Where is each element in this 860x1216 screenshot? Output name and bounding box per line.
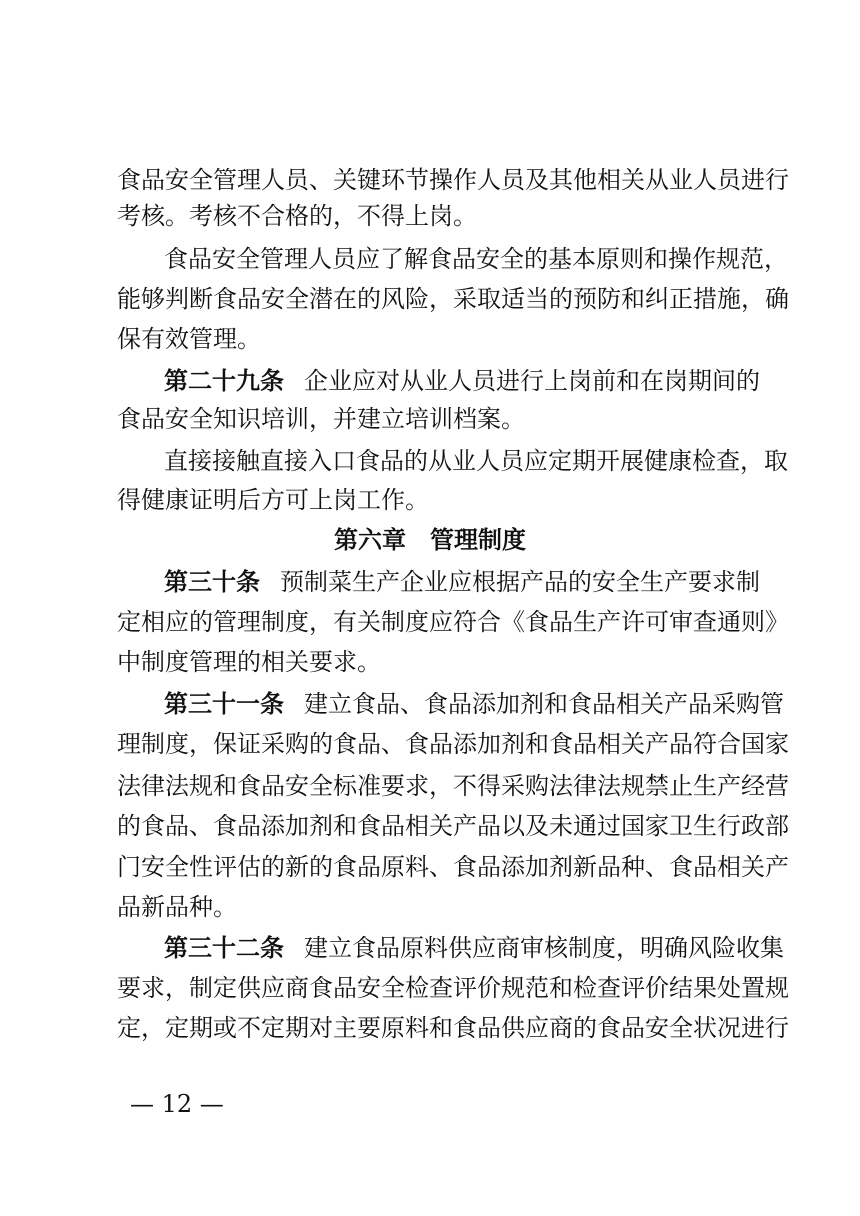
article-31-label: 第三十一条 [164, 690, 284, 718]
article-30-label: 第三十条 [164, 568, 260, 596]
chapter-heading: 第六章 管理制度 [334, 526, 526, 554]
paragraph-line: 品新品种。 [117, 893, 237, 921]
page-number: — 12 — [130, 1090, 224, 1118]
paragraph-line: 得健康证明后方可上岗工作。 [117, 486, 429, 514]
paragraph-line: 的食品、食品添加剂和食品相关产品以及未通过国家卫生行政部 [117, 812, 789, 840]
paragraph-line: 直接接触直接入口食品的从业人员应定期开展健康检查，取 [164, 447, 788, 475]
article-29-text: 企业应对从业人员进行上岗前和在岗期间的 [304, 367, 760, 395]
paragraph-line: 定相应的管理制度，有关制度应符合《食品生产许可审查通则》 [117, 608, 789, 636]
paragraph-line: 理制度，保证采购的食品、食品添加剂和食品相关产品符合国家 [117, 730, 789, 758]
paragraph-line: 门安全性评估的新的食品原料、食品添加剂新品种、食品相关产 [117, 853, 789, 881]
article-30-first-line [164, 560, 760, 604]
paragraph-line: 食品安全管理人员应了解食品安全的基本原则和操作规范， [164, 245, 788, 273]
paragraph-line: 中制度管理的相关要求。 [117, 648, 381, 676]
article-31-first-line [164, 682, 784, 726]
article-32-text: 建立食品原料供应商审核制度，明确风险收集 [304, 934, 784, 962]
paragraph-line: 要求，制定供应商食品安全检查评价规范和检查评价结果处置规 [117, 974, 789, 1002]
paragraph-line: 定，定期或不定期对主要原料和食品供应商的食品安全状况进行 [117, 1014, 789, 1042]
paragraph-line: 能够判断食品安全潜在的风险，采取适当的预防和纠正措施，确 [117, 285, 789, 313]
article-32-label: 第三十二条 [164, 934, 284, 962]
paragraph-line: 考核。考核不合格的，不得上岗。 [117, 202, 477, 230]
paragraph-line: 食品安全知识培训，并建立培训档案。 [117, 405, 525, 433]
article-30-text: 预制菜生产企业应根据产品的安全生产要求制 [280, 568, 760, 596]
paragraph-line: 法律法规和食品安全标准要求，不得采购法律法规禁止生产经营 [117, 772, 789, 800]
paragraph-line: 保有效管理。 [117, 325, 261, 353]
article-31-text: 建立食品、食品添加剂和食品相关产品采购管 [304, 690, 784, 718]
article-29-label: 第二十九条 [164, 367, 284, 395]
article-32-first-line [164, 926, 784, 970]
paragraph-line: 食品安全管理人员、关键环节操作人员及其他相关从业人员进行 [117, 166, 789, 194]
